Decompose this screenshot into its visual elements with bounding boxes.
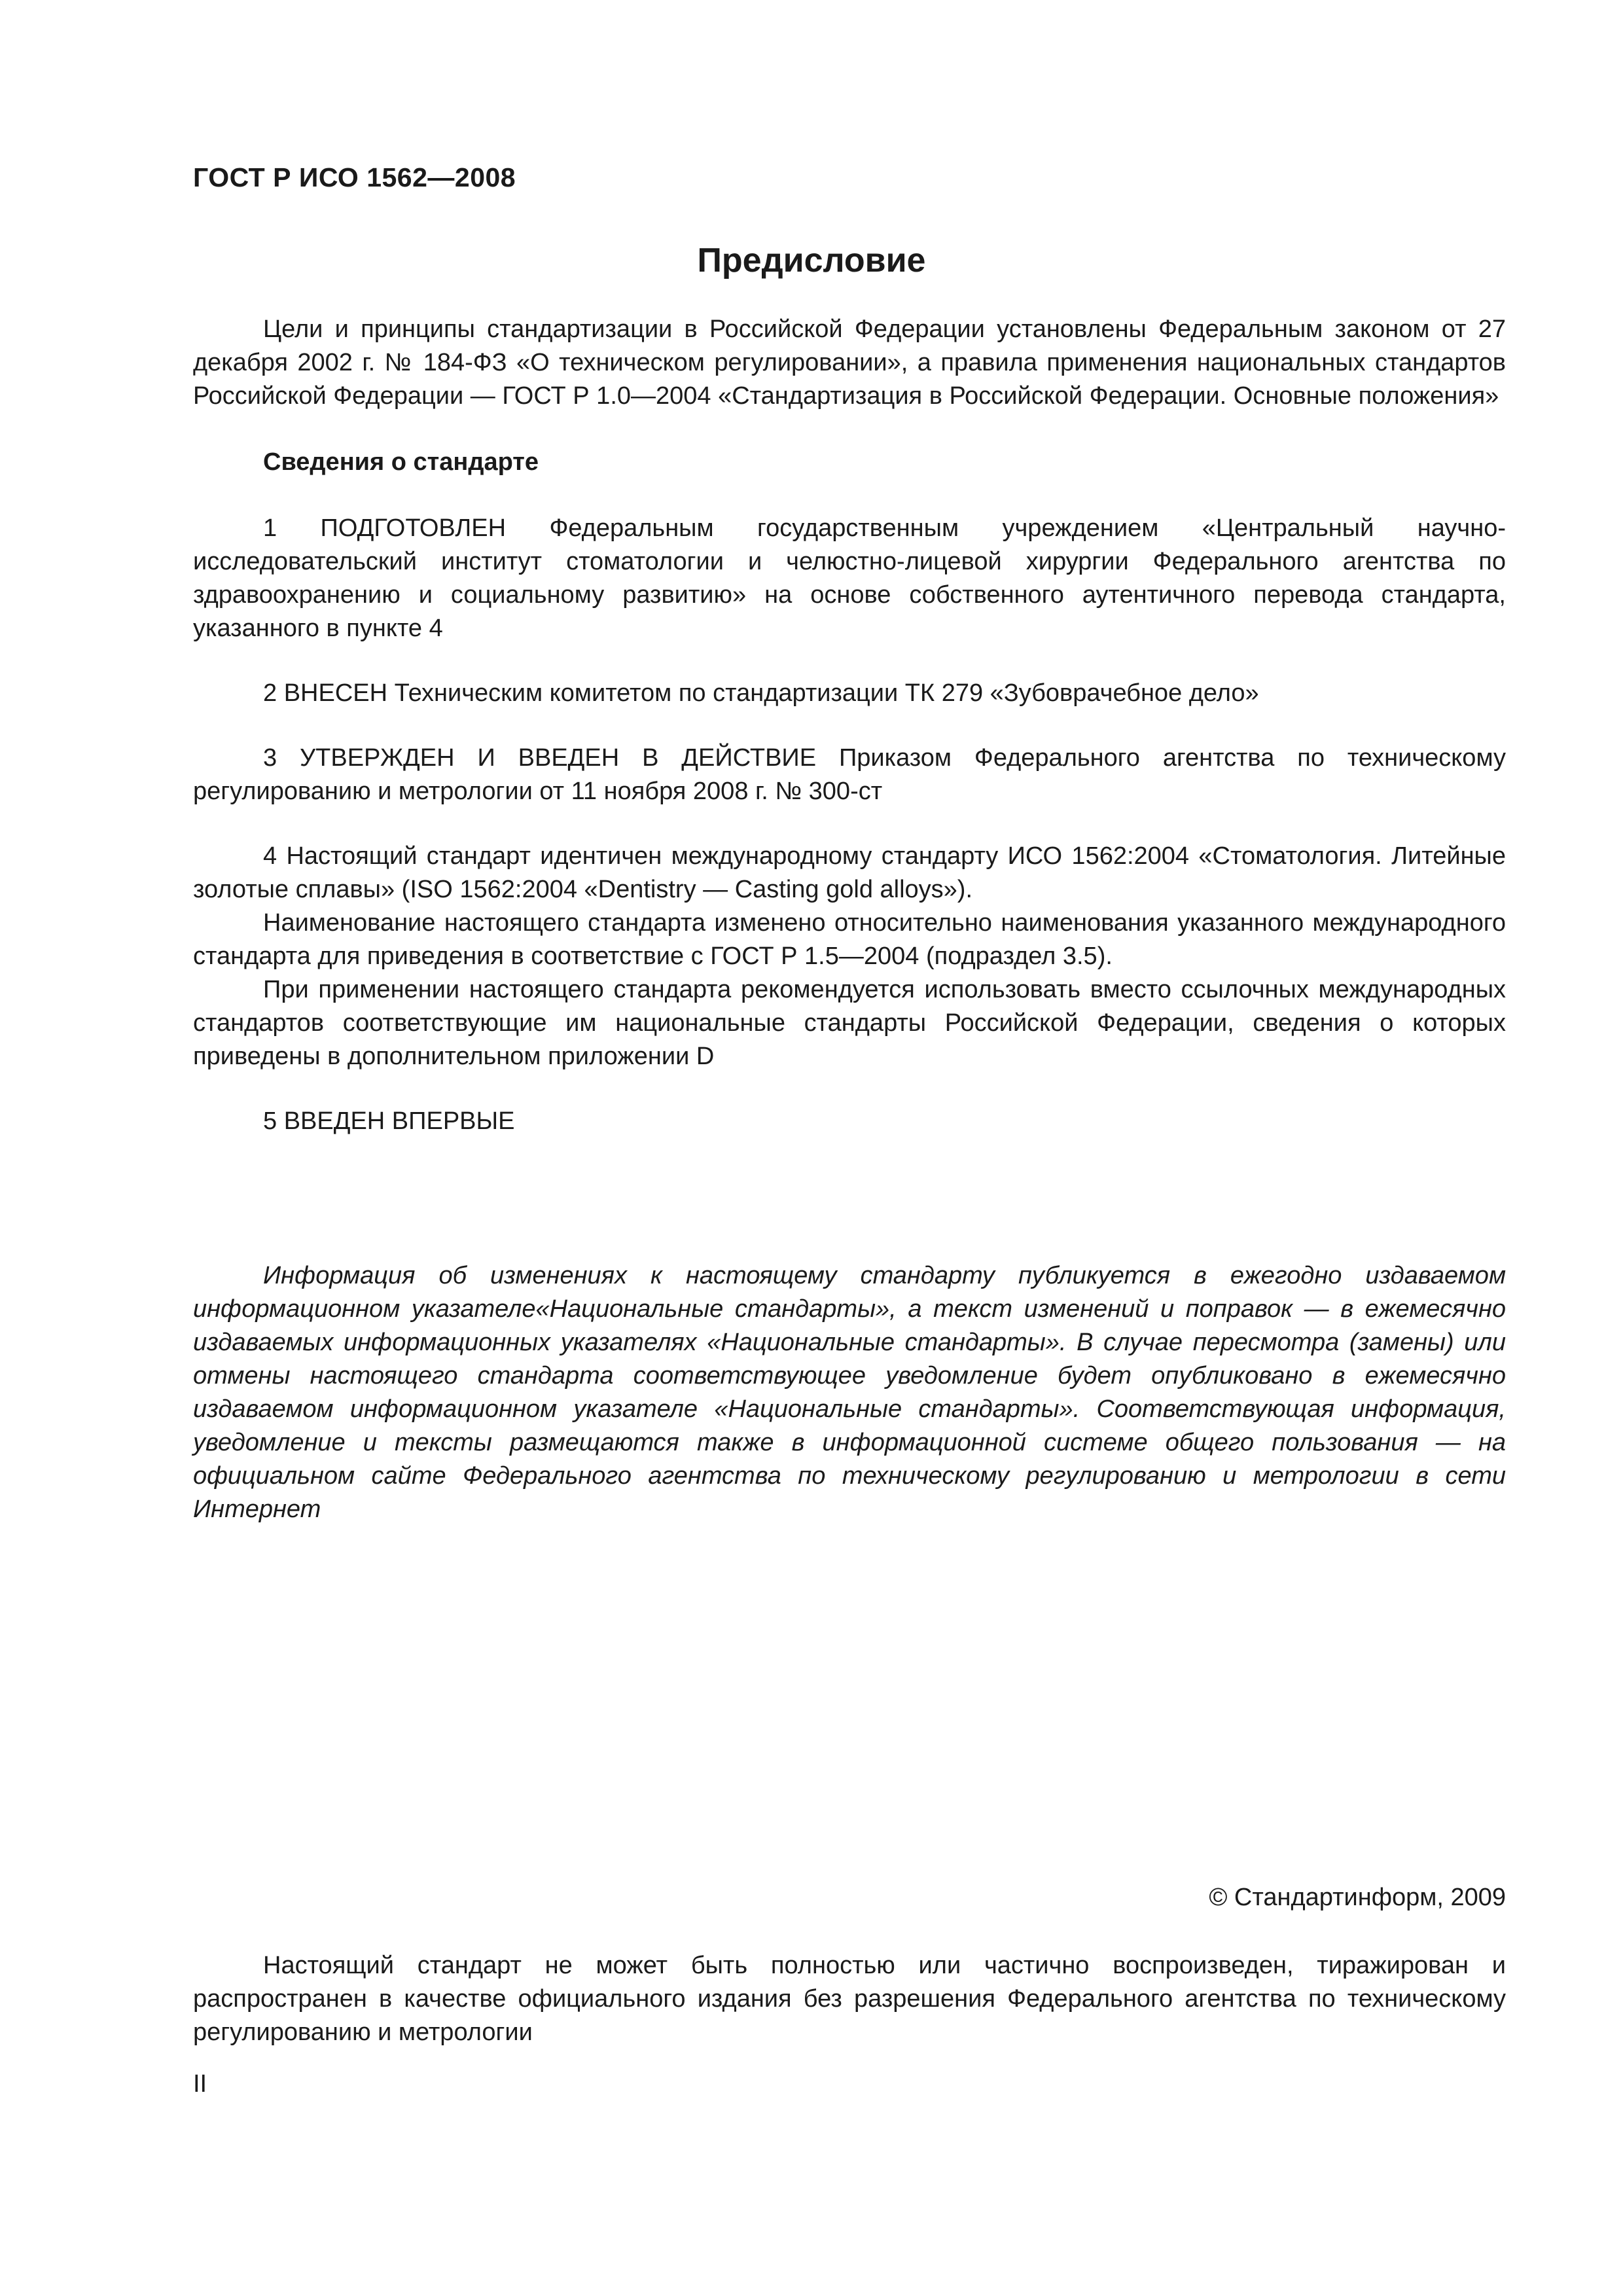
info-heading: Сведения о стандарте <box>263 448 539 476</box>
copyright-line: © Стандартинформ, 2009 <box>1209 1884 1506 1911</box>
page-number: II <box>193 2070 207 2098</box>
item-3: 3 УТВЕРЖДЕН И ВВЕДЕН В ДЕЙСТВИЕ Приказом Федерального агентства по техническому регулированию и метрологии от 11 ноября 2008 г. № 300-ст <box>193 744 1506 805</box>
foreword-body <box>193 313 1506 1138</box>
item-4-identity: 4 Настоящий стандарт идентичен международному стандарту ИСО 1562:2004 «Стоматология. Литейные золотые сплавы» (ISO 1562:2004 «Dentistry — Casting gold alloys»). <box>193 842 1506 903</box>
reproduction-notice: Настоящий стандарт не может быть полностью или частично воспроизведен, тиражирован и распространен в качестве официального издания без разрешения Федерального агентства по техническому регулированию и метрологии <box>193 1952 1506 2046</box>
item-1: 1 ПОДГОТОВЛЕН Федеральным государственным учреждением «Центральный научно-исследовательский институт стоматологии и челюстно-лицевой хирургии Федерального агентства по здравоохранению и социальному развитию» на основе собственного аутентичного перевода стандарта, указанного в пункте 4 <box>193 514 1506 642</box>
intro-paragraph: Цели и принципы стандартизации в Российской Федерации установлены Федеральным законом от 27 декабря 2002 г. № 184-ФЗ «О техническом регулировании», а правила применения национальных стандартов Российской Федерации — ГОСТ Р 1.0—2004 «Стандартизация в Российской Федерации. Основные положения» <box>193 315 1506 410</box>
item-5: 5 ВВЕДЕН ВПЕРВЫЕ <box>263 1107 515 1135</box>
item-4-name-change: Наименование настоящего стандарта изменено относительно наименования указанного международного стандарта для приведения в соответствие с ГОСТ Р 1.5—2004 (подраздел 3.5). <box>193 909 1506 970</box>
standard-designation: ГОСТ Р ИСО 1562—2008 <box>193 162 516 192</box>
item-4-references: При применении настоящего стандарта рекомендуется использовать вместо ссылочных международных стандартов соответствующие им национальные стандарты Российской Федерации, сведения о которых приведены в дополнительном приложении D <box>193 976 1506 1070</box>
page-title: Предисловие <box>697 242 926 279</box>
item-2: 2 ВНЕСЕН Техническим комитетом по стандартизации ТК 279 «Зубоврачебное дело» <box>263 679 1259 707</box>
changes-information: Информация об изменениях к настоящему стандарту публикуется в ежегодно издаваемом информационном указателе«Национальные стандарты», а текст изменений и поправок — в ежемесячно издаваемых информационных указателях «Национальные стандарты». В случае пересмотра (замены) или отмены настоящего стандарта соответствующее уведомление будет опубликовано в ежемесячно издаваемом информационном указателе «Национальные стандарты». Соответствующая информация, уведомление и тексты размещаются также в информационной системе общего пользования — на официальном сайте Федерального агентства по техническому регулированию и метрологии в сети Интернет <box>193 1262 1506 1523</box>
